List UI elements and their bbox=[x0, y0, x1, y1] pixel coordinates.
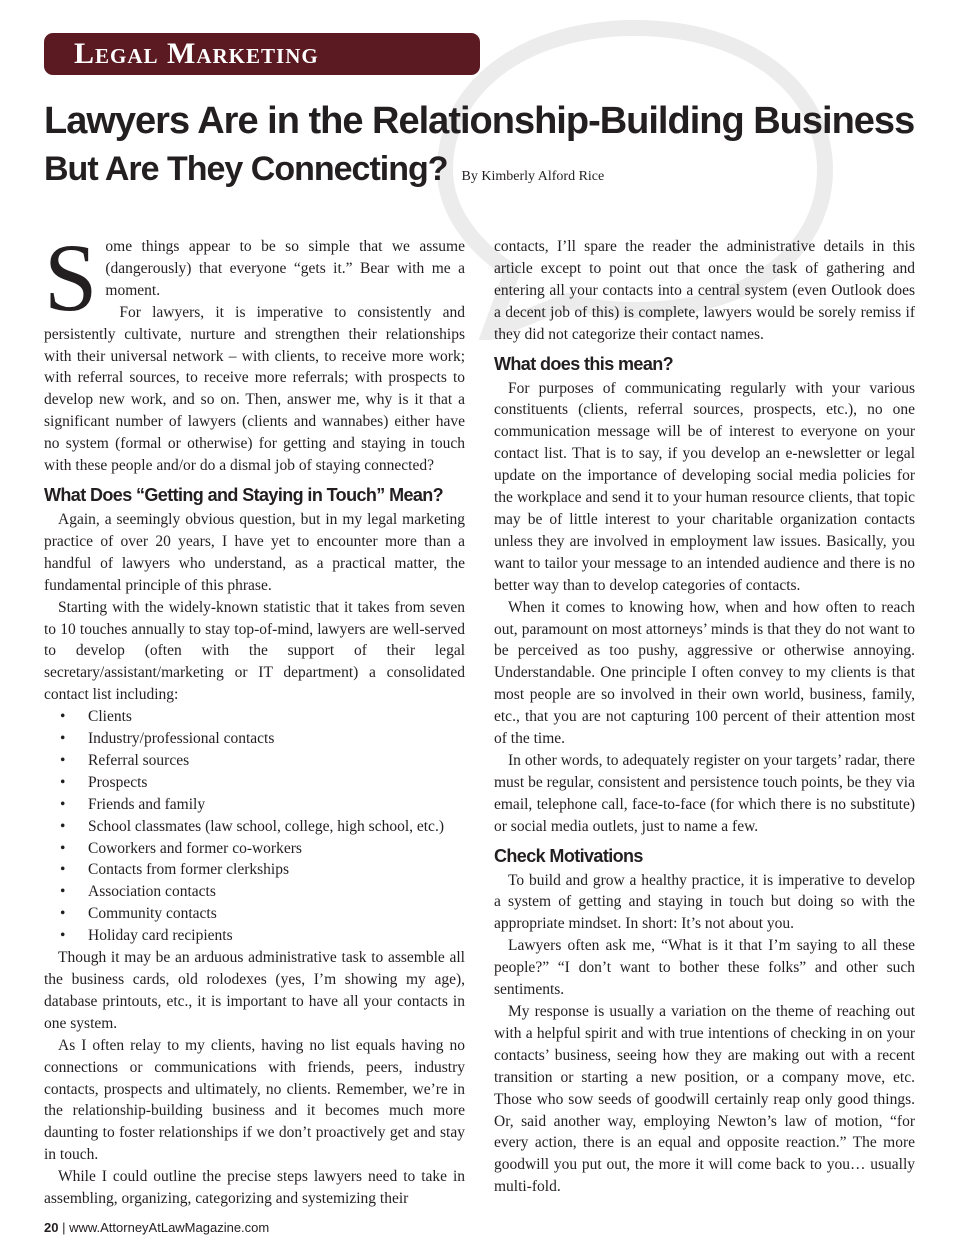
paragraph: For lawyers, it is imperative to consistently and persistently cultivate, nurture and strengthen their relationships with their universal network – with clients, to receive more work; with referral sources, to receive more referrals; with prospects to develop new work, and so on. Then, answer me, why is it that a significant number of lawyers (clients and wannabes) either have no system (formal or otherwise) for getting and staying in touch with these people and/or do a dismal job of staying connected? bbox=[44, 303, 465, 475]
list-item: • Holiday card recipients bbox=[44, 925, 465, 947]
paragraph: For purposes of communicating regularly with your various constituents (clients, referral sources, prospects, etc.), no one communication message will be of interest to everyone on your contact list. That is to say, if you develop an e-newsletter or legal update on the importance of developing social media policies for the workplace and send it to your human resource clients, that topic may be of little interest to your charitable organization contacts unless they are involved in employment law issues. Basically, you want to tailor your message to an intended audience and there is no better way than to develop categories of contacts. bbox=[494, 379, 915, 594]
section-title: Legal Marketing bbox=[74, 37, 319, 70]
intro-text: ome things appear to be so simple that we assume (dangerously) that everyone “gets it.” Bear with me a moment. bbox=[105, 238, 465, 299]
paragraph: My response is usually a variation on the theme of reaching out with a helpful spirit and with true intentions of checking in on your contacts’ business, seeing how they are making out with a recent transition or starting a new position, or a company move, etc. Those who sow seeds of goodwill certainly reap only good things. Or, said another way, employing Newton’s law of motion, “for every action, there is an equal and opposite reaction.” The more goodwill you put out, the more it will come back to you… usually multi-fold. bbox=[494, 1003, 915, 1196]
list-item: • Association contacts bbox=[44, 881, 465, 903]
list-item: • Prospects bbox=[44, 772, 465, 794]
paragraph: contacts, I’ll spare the reader the administrative details in this article except to point out that once the task of gathering and entering all your contacts into a central system (even Outlook does a decent job of this) is complete, lawyers would be sorely remiss if they did not categorize their contact names. bbox=[494, 238, 915, 343]
paragraph: Starting with the widely-known statistic that it takes from seven to 10 touches annually to stay top-of-mind, lawyers are well-served to develop (often with the support of their legal secretary/assistant/marketing or IT department) a consolidated contact list including: bbox=[44, 598, 465, 704]
byline: By Kimberly Alford Rice bbox=[461, 169, 605, 184]
paragraph: As I often relay to my clients, having no list equals having no connections or communications with friends, peers, industry contacts, prospects and ultimately, no clients. Remember, we’re in the relationship-building business and it becomes much more daunting to foster relationships if we don’t proactively get and stay in touch. bbox=[44, 1036, 465, 1164]
subheading: What Does “Getting and Staying in Touch” Mean? bbox=[44, 484, 444, 505]
list-item: • Industry/professional contacts bbox=[44, 728, 465, 750]
list-item: • Friends and family bbox=[44, 794, 465, 816]
list-item: • Community contacts bbox=[44, 903, 465, 925]
list-item: • School classmates (law school, college, high school, etc.) bbox=[44, 816, 465, 838]
left-column bbox=[44, 224, 465, 1210]
subheading: What does this mean? bbox=[494, 353, 674, 374]
drop-cap: S bbox=[44, 224, 98, 331]
paragraph: While I could outline the precise steps lawyers need to take in assembling, organizing, categorizing and systemizing their bbox=[44, 1168, 465, 1208]
paragraph: Though it may be an arduous administrative task to assemble all the business cards, old rolodexes (yes, I’m showing my age), database printouts, etc., it is important to have all your contacts in one system. bbox=[44, 949, 465, 1032]
paragraph: To build and grow a healthy practice, it is imperative to develop a system of getting and staying in touch but doing so with the appropriate mindset. In short: It’s not about you. bbox=[494, 871, 915, 933]
right-column bbox=[494, 236, 915, 1198]
paragraph: In other words, to adequately register on your targets’ radar, there must be regular, consistent and persistence touch points, be they via email, telephone call, face-to-face (for which there is no substitute) or social media outlets, just to name a few. bbox=[494, 751, 915, 835]
page-number: 20 bbox=[44, 1220, 59, 1235]
paragraph: When it comes to knowing how, when and how often to reach out, paramount on most attorneys’ minds is that they do not want to be perceived as too pushy, aggressive or otherwise annoying. Understandable. One principle I often convey to my clients is that most people are so involved in their own world, business, family, etc., that you are not capturing 100 percent of their attention most of the time. bbox=[494, 598, 915, 748]
subheadline-row bbox=[44, 150, 604, 189]
list-item: • Clients bbox=[44, 706, 465, 728]
intro-paragraph bbox=[44, 224, 465, 331]
footer-separator: | bbox=[58, 1220, 70, 1235]
magazine-url[interactable]: www.AttorneyAtLawMagazine.com bbox=[69, 1220, 270, 1235]
list-item: • Referral sources bbox=[44, 750, 465, 772]
headline: Lawyers Are in the Relationship-Building Business bbox=[44, 100, 915, 142]
page-footer bbox=[44, 1220, 269, 1235]
paragraph: Again, a seemingly obvious question, but in my legal marketing practice of over 20 years, I have yet to encounter more than a handful of lawyers who understand, as a practical matter, the fundamental principle of this phrase. bbox=[44, 510, 465, 594]
paragraph: Lawyers often ask me, “What is it that I’m saying to all these people?” “I don’t want to bother these folks” and other such sentiments. bbox=[494, 937, 915, 999]
section-banner bbox=[44, 33, 480, 75]
list-item: • Contacts from former clerkships bbox=[44, 859, 465, 881]
subheadline: But Are They Connecting? bbox=[44, 150, 448, 188]
contact-list bbox=[44, 706, 465, 947]
subheading: Check Motivations bbox=[494, 845, 643, 866]
list-item: • Coworkers and former co-workers bbox=[44, 838, 465, 860]
